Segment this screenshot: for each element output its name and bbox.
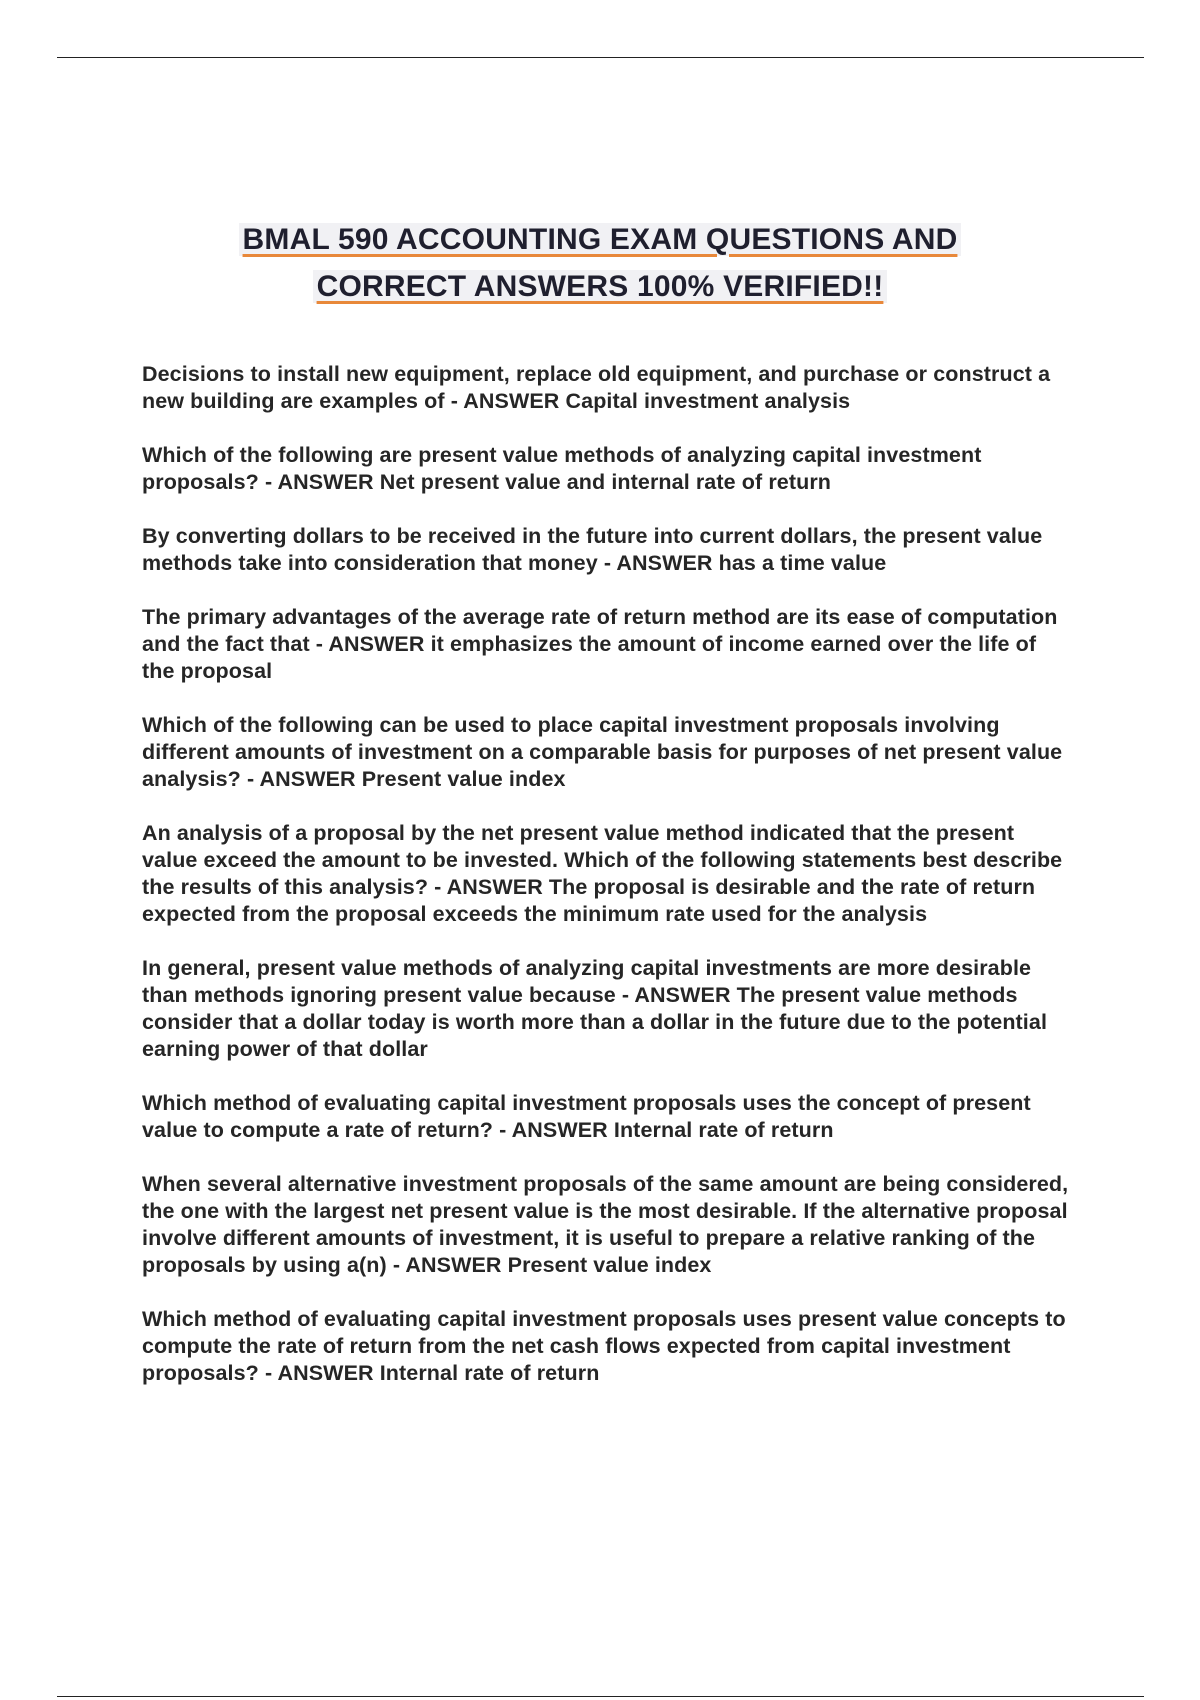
qa-item: When several alternative investment proposals of the same amount are being considered, the one with the largest net present value is the most desirable. If the alternative proposal involve different amounts of investment, it is useful to prepare a relative ranking of the proposals by using a(n) - ANSWER Present value index [142,1172,1069,1277]
title-line-2: CORRECT ANSWERS 100% VERIFIED!! [313,270,888,303]
qa-item: Which of the following are present value methods of analyzing capital investment proposals? - ANSWER Net present value and internal rate of return [142,443,982,494]
qa-item: An analysis of a proposal by the net present value method indicated that the present value exceed the amount to be invested. Which of the following statements best describe the results of this analysis? - ANSWER The proposal is desirable and the rate of return expected from the proposal exceeds the minimum rate used for the analysis [142,821,1063,926]
qa-item: By converting dollars to be received in the future into current dollars, the present value methods take into consideration that money - ANSWER has a time value [142,524,1043,575]
qa-item: Which method of evaluating capital investment proposals uses the concept of present value to compute a rate of return? - ANSWER Internal rate of return [142,1091,1031,1142]
qa-item: Which method of evaluating capital investment proposals uses present value concepts to compute the rate of return from the net cash flows expected from capital investment proposals? - ANSWER Internal rate of return [142,1307,1066,1385]
top-rule [57,57,1144,58]
qa-item: Decisions to install new equipment, replace old equipment, and purchase or construct a new building are examples of - ANSWER Capital investment analysis [142,362,1051,413]
title-line-1: BMAL 590 ACCOUNTING EXAM QUESTIONS AND [239,223,962,256]
qa-item: In general, present value methods of analyzing capital investments are more desirable than methods ignoring present value because - ANSWER The present value methods consider that a dollar today is worth more than a dollar in the future due to the potential earning power of that dollar [142,956,1048,1061]
qa-item: Which of the following can be used to place capital investment proposals involving different amounts of investment on a comparable basis for purposes of net present value analysis? - ANSWER Present value index [142,713,1063,791]
document-title [120,216,1080,310]
qa-item: The primary advantages of the average rate of return method are its ease of computation and the fact that - ANSWER it emphasizes the amount of income earned over the life of the proposal [142,605,1058,683]
bottom-rule [57,1696,1144,1697]
qa-list [142,361,1072,1414]
